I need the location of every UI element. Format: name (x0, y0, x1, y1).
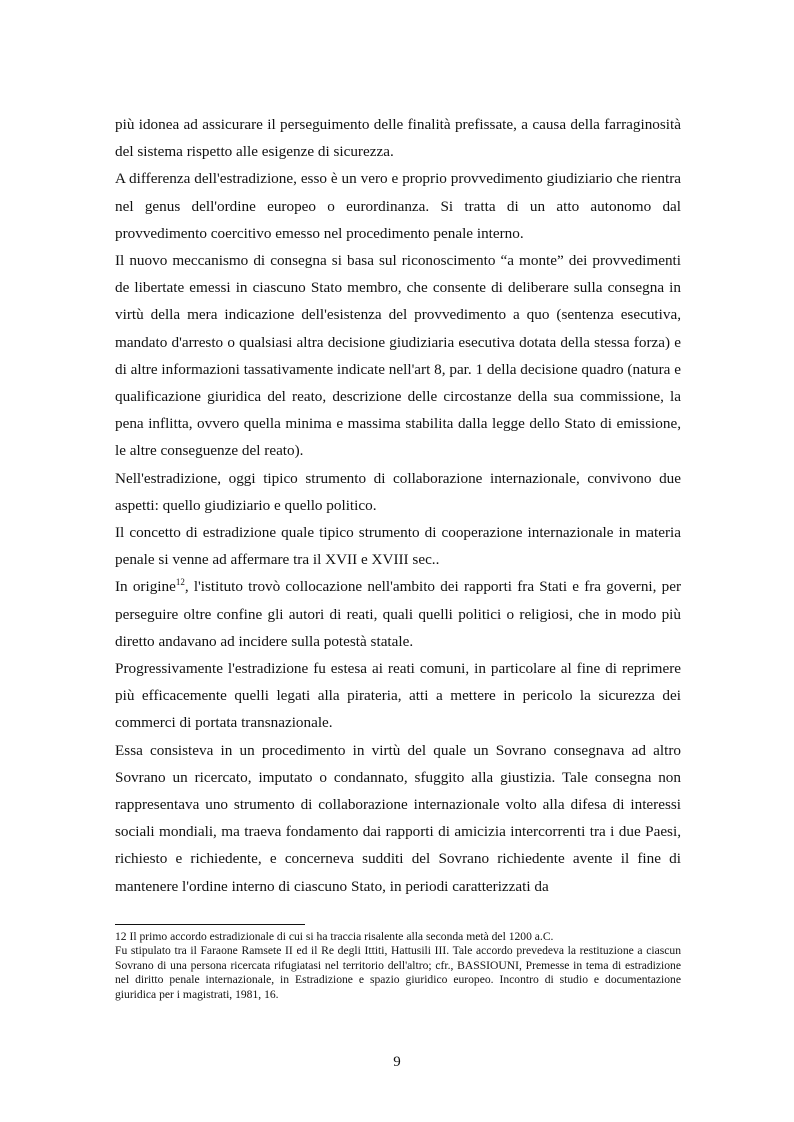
paragraph-origin-before: In origine (115, 578, 176, 596)
footnote-reference[interactable]: 12 (175, 577, 185, 588)
paragraph: Nell'estradizione, oggi tipico strumento di collaborazione internazionale, convivono due aspetti: quello giudiziario e quello politico. (115, 469, 681, 514)
footnote-line: Fu stipulato tra il Faraone Ramsete II ed il Re degli Ittiti, Hattusili III. Tale accordo prevedeva la restituzione a ciascun Sovrano di una persona ricercata rifugiatasi nel territorio dell'altro; cfr., BASSIOUNI, Premesse in tema di estradizione nel diritto penale internazionale, in Estradizione e spazio giuridico europeo. Incontro di studio e documentazione giuridica per i magistrati, 1981, 16. (115, 944, 681, 1001)
page-body (115, 111, 681, 900)
paragraph: Progressivamente l'estradizione fu estesa ai reati comuni, in particolare al fine di reprimere più efficacemente quelli legati alla pirateria, atti a mettere in pericolo la sicurezza dei commerci di portata transnazionale. (115, 660, 681, 732)
footnote (115, 930, 681, 1002)
page-number: 9 (393, 1054, 401, 1070)
paragraph: Il nuovo meccanismo di consegna si basa sul riconoscimento “a monte” dei provvedimenti de libertate emessi in ciascuno Stato membro, che consente di deliberare sulla consegna in virtù della mera indicazione dell'esistenza del provvedimento a quo (sentenza esecutiva, mandato d'arresto o qualsiasi altra decisione giudiziaria esecutiva dotata della stessa forza) e di altre informazioni tassativamente indicate nell'art 8, par. 1 della decisione quadro (natura e qualificazione giuridica del reato, descrizione delle circostanze della sua commissione, la pena inflitta, ovvero quella minima e massima stabilita dalla legge dello Stato di emissione, le altre conseguenze del reato). (115, 252, 681, 460)
paragraph: più idonea ad assicurare il perseguimento delle finalità prefissate, a causa della farraginosità del sistema rispetto alle esigenze di sicurezza. (115, 116, 681, 161)
paragraph: Essa consisteva in un procedimento in virtù del quale un Sovrano consegnava ad altro Sovrano un ricercato, imputato o condannato, sfuggito alla giustizia. Tale consegna non rappresentava uno strumento di collaborazione internazionale volto alla difesa di interessi sociali mondiali, ma traeva fondamento dai rapporti di amicizia intercorrenti tra i due Paesi, richiesto e richiedente, e concerneva sudditi del Sovrano richiedente avente il fine di mantenere l'ordine interno di ciascuno Stato, in periodi caratterizzati da (115, 741, 681, 895)
paragraph-origin-after: , l'istituto trovò collocazione nell'ambito dei rapporti fra Stati e fra governi, per perseguire oltre confine gli autori di reati, quali quelli politici o religiosi, che in modo più diretto andavano ad incidere sulla potestà statale. (115, 578, 682, 650)
paragraph-origin (115, 573, 681, 655)
footnote-line: 12 Il primo accordo estradizionale di cui si ha traccia risalente alla seconda metà del 1200 a.C. (115, 930, 554, 943)
paragraph: A differenza dell'estradizione, esso è un vero e proprio provvedimento giudiziario che rientra nel genus dell'ordine europeo o eurordinanza. Si tratta di un atto autonomo dal provvedimento coercitivo emesso nel procedimento penale interno. (115, 170, 681, 242)
paragraph: Il concetto di estradizione quale tipico strumento di cooperazione internazionale in materia penale si venne ad affermare tra il XVII e XVIII sec.. (115, 524, 681, 569)
footnote-divider (115, 924, 305, 925)
